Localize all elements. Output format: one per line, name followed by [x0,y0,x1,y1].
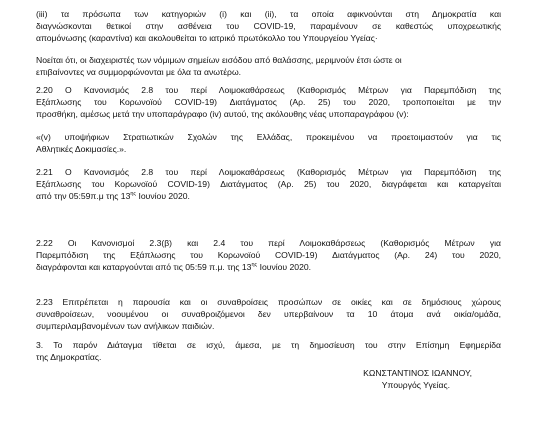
paragraph-line: διαγνώσκονται θετικοί στην ασθένεια του COVID-19, παραμένουν σε καθεστώς υποχρεωτικής [36,21,501,32]
date-text: διαγράφονται και καταργούνται από τις 05:59 π.μ. της 13 [36,262,252,273]
paragraph-iii [36,8,501,45]
date-text: από την 05:59π.μ της 13 [36,191,131,202]
paragraph-line: επιβαίνοντες να συμμορφώνονται με όλα τα ανωτέρω. [36,67,242,78]
paragraph-line: 2.23 Επιτρέπεται η παρουσία και οι συναθροίσεις προσώπων σε οικίες και σε δημόσιους χώρους [36,297,501,307]
paragraph-2-22 [36,237,501,274]
date-text: Ιουνίου 2020. [257,262,312,273]
paragraph-line: της Δημοκρατίας. [36,352,102,363]
paragraph-line: συμπεριλαμβανομένων των ανήλικων παιδιών. [36,321,215,332]
paragraph-line: 2.20 Ο Κανονισμός 2.8 του περί Λοιμοκαθάρσεως (Καθορισμός Μέτρων για Παρεμπόδιση της [36,85,501,95]
date-text: Ιουνίου 2020. [136,191,190,202]
paragraph-line: Νοείται ότι, οι διαχειριστές των νόμιμων σημείων εισόδου από θαλάσσης, μεριμνούν έτσι ώστε οι [36,55,402,65]
paragraph-line [36,190,501,202]
signatory-title: Υπουργός Υγείας. [381,380,450,391]
paragraph-line: προσθήκη, αμέσως μετά την υποπαράγραφο (iv) αυτού, της ακόλουθης νέας υποπαραγράφου (v): [36,109,409,120]
paragraph-line: (iii) τα πρόσωπα των κατηγοριών (i) και (ii), τα οποία αφικνούνται στη Δημοκρατία και [36,9,501,19]
paragraph-line: 3. Το παρόν Διάταγμα τίθεται σε ισχύ, άμεσα, με τη δημοσίευση του στην Επίσημη Εφημερίδα [36,340,501,350]
paragraph-2-21 [36,166,501,203]
signatory-name: ΚΩΝΣΤΑΝΤΙΝΟΣ ΙΩΑΝΝΟΥ, [363,368,472,378]
paragraph-line: Εξάπλωσης του Κορωνοϊού COVID-19) Διατάγματος (Αρ. 25) του 2020, τροποποιείται με την [36,97,501,108]
paragraph-2-23 [36,296,501,333]
paragraph-line: 2.21 Ο Κανονισμός 2.8 του περί Λοιμοκαθάρσεως (Καθορισμός Μέτρων για Παρεμπόδιση της [36,167,501,177]
ordinal-suffix: ης [130,190,137,197]
paragraph-2-20 [36,84,501,121]
paragraph-line: Αθλητικές Δοκιμασίες.». [36,144,127,155]
paragraph-line: 2.22 Οι Κανονισμοί 2.3(β) και 2.4 του περί Λοιμοκαθάρσεως (Καθορισμός Μέτρων για [36,238,501,248]
paragraph-subparagraph-v [36,131,501,155]
paragraph-line: Εξάπλωσης του Κορωνοϊού COVID-19) Διατάγματος (Αρ. 25) του 2020, διαγράφεται και καταργείται [36,179,501,190]
paragraph-line [36,261,501,273]
signature-block [272,367,472,391]
paragraph-line: «(v) υποψήφιων Στρατιωτικών Σχολών της Ελλάδας, προκειμένου να προετοιμαστούν για τις [36,132,501,142]
paragraph-line: συναθροίσεων, νοουμένου οι συναθροιζόμενοι δεν υπερβαίνουν τα 10 άτομα ανά οικία/ομάδα, [36,309,501,320]
paragraph-note [36,54,501,78]
paragraph-3 [36,339,501,363]
paragraph-line: απομόνωσης (καραντίνα) και ακολουθείται το ιατρικό πρωτόκολλο του Υπουργείου Υγείας· [36,33,378,44]
paragraph-line: Παρεμπόδιση της Εξάπλωσης του Κορωνοϊού COVID-19) Διατάγματος (Αρ. 24) του 2020, [36,250,501,261]
ordinal-suffix: ης [251,261,258,268]
